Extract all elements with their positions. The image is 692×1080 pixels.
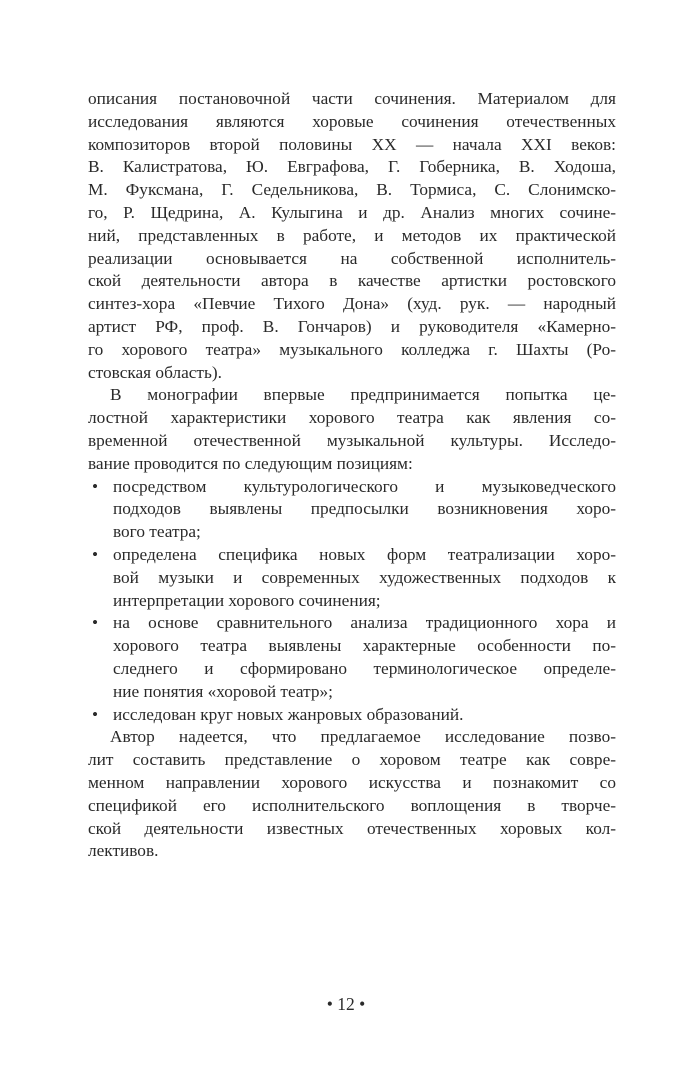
text-line: лостной характеристики хорового театра как явления со- bbox=[88, 408, 616, 428]
bullet-marker: • bbox=[92, 704, 99, 724]
text-line: синтез-хора «Певчие Тихого Дона» (худ. рук. — народный bbox=[88, 294, 616, 314]
text-line: определена специфика новых форм театрализации хоро- bbox=[113, 544, 616, 564]
text-line: ской деятельности известных отечественных хоровых кол- bbox=[88, 818, 616, 838]
text-line: лективов. bbox=[88, 841, 159, 861]
text-line: интерпретации хорового сочинения; bbox=[113, 590, 381, 610]
text-line: описания постановочной части сочинения. Материалом для bbox=[88, 89, 616, 108]
text-line: Автор надеется, что предлагаемое исследование позво- bbox=[110, 727, 616, 747]
text-line: реализации основывается на собственной исполнитель- bbox=[88, 248, 616, 268]
bullet-marker: • bbox=[92, 613, 99, 633]
text-line: на основе сравнительного анализа традиционного хора и bbox=[113, 613, 616, 633]
text-line: го, Р. Щедрина, А. Кулыгина и др. Анализ многих сочине- bbox=[88, 202, 616, 222]
text-line: стовская область). bbox=[88, 362, 222, 382]
bullet-marker: • bbox=[92, 476, 99, 496]
text-line: В. Калистратова, Ю. Евграфова, Г. Гоберника, В. Ходоша, bbox=[88, 157, 616, 177]
paragraph bbox=[88, 88, 616, 384]
bullet-item bbox=[88, 704, 616, 727]
text-line: лит составить представление о хоровом театре как совре- bbox=[88, 750, 616, 770]
text-line: вого театра; bbox=[113, 522, 201, 542]
bullet-item bbox=[88, 612, 616, 703]
text-line: В монографии впервые предпринимается попытка це- bbox=[110, 385, 616, 405]
text-line: посредством культурологического и музыковедческого bbox=[113, 476, 616, 496]
text-line: М. Фуксмана, Г. Седельникова, В. Тормиса, С. Слонимско- bbox=[88, 180, 616, 200]
text-line: спецификой его исполнительского воплощения в творче- bbox=[88, 795, 616, 815]
text-line: следнего и сформировано терминологическое определе- bbox=[113, 658, 616, 678]
text-line: го хорового театра» музыкального колледжа г. Шахты (Ро- bbox=[88, 339, 616, 359]
paragraph bbox=[88, 726, 616, 863]
text-line: ской деятельности автора в качестве артистки ростовского bbox=[88, 271, 616, 291]
text-line: исследован круг новых жанровых образований. bbox=[113, 704, 464, 724]
text-line: хорового театра выявлены характерные особенности по- bbox=[113, 636, 616, 656]
bullet-marker: • bbox=[92, 544, 99, 564]
text-line: вание проводится по следующим позициям: bbox=[88, 453, 413, 473]
text-line: вой музыки и современных художественных подходов к bbox=[113, 567, 616, 587]
text-line: ний, представленных в работе, и методов их практической bbox=[88, 225, 616, 245]
text-line: временной отечественной музыкальной культуры. Исследо- bbox=[88, 430, 616, 450]
text-line: артист РФ, проф. В. Гончаров) и руководителя «Камерно- bbox=[88, 316, 616, 336]
text-line: ние понятия «хоровой театр»; bbox=[113, 681, 333, 701]
bullet-item bbox=[88, 544, 616, 612]
page-number: • 12 • bbox=[326, 994, 366, 1014]
bullet-item bbox=[88, 476, 616, 544]
page-body-text bbox=[88, 88, 616, 863]
text-line: менном направлении хорового искусства и познакомит со bbox=[88, 772, 616, 792]
text-line: исследования являются хоровые сочинения отечественных bbox=[88, 111, 616, 131]
paragraph bbox=[88, 384, 616, 475]
text-line: композиторов второй половины XX — начала XXI веков: bbox=[88, 134, 616, 154]
text-line: подходов выявлены предпосылки возникновения хоро- bbox=[113, 499, 616, 519]
